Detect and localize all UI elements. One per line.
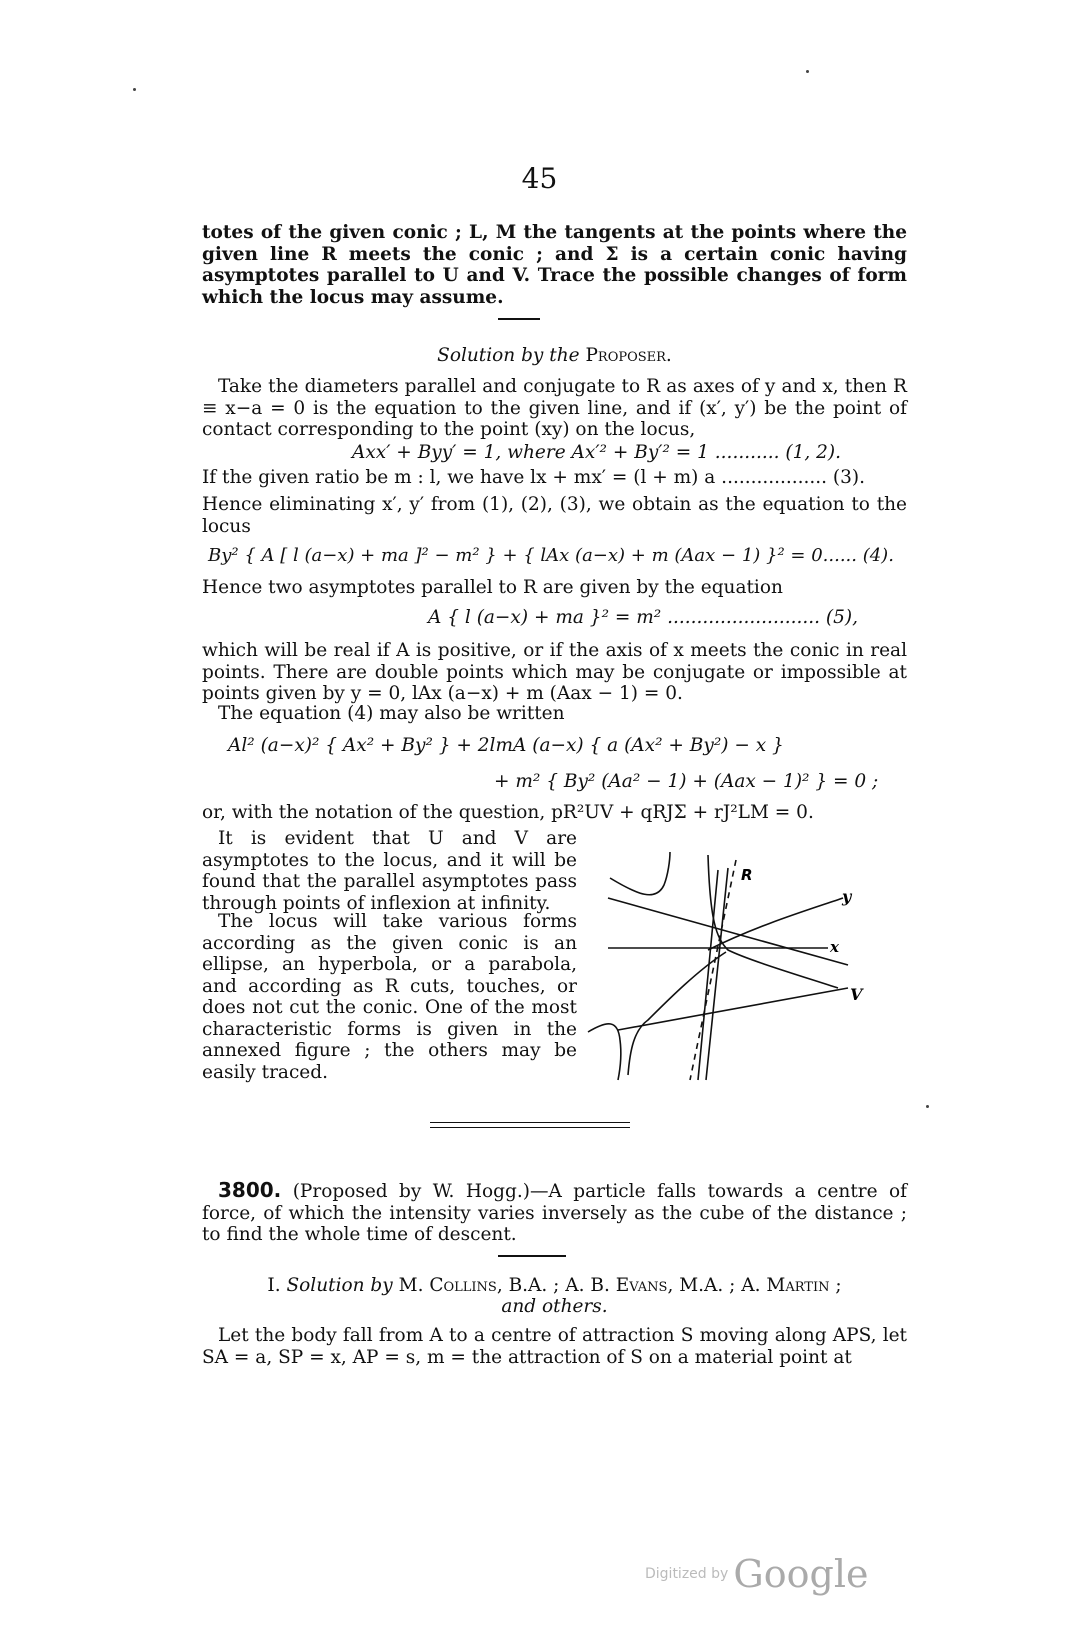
line-r [690, 860, 736, 1080]
double-rule-top [430, 1122, 630, 1123]
locus-figure [598, 866, 888, 1080]
asymptote-2 [706, 868, 728, 1080]
double-rule-bottom [430, 1127, 630, 1128]
label-r: R [741, 866, 753, 884]
google-watermark [645, 1552, 868, 1596]
section-rule [498, 318, 540, 320]
equation-1-2: Axx′ + Byy′ = 1, where Ax′² + By′² = 1 ........... (1, 2). [352, 442, 841, 463]
solution-paragraph-5: The equation (4) may also be written [218, 703, 565, 724]
solution2-names: M. Collins, B.A. ; A. B. Evans, M.A. ; A. Martin ; [398, 1275, 842, 1296]
solution-heading [202, 345, 907, 367]
solution-heading-prefix: Solution by the [437, 345, 580, 366]
notation-line: or, with the notation of the question, pR²UV + qRJΣ + rJ²LM = 0. [202, 802, 814, 823]
solution2-solution-by: Solution by [286, 1275, 393, 1296]
solution2-heading [202, 1275, 907, 1297]
solution-paragraph-3: Hence two asymptotes parallel to R are given by the equation [202, 577, 783, 598]
label-v: V [850, 985, 863, 1004]
solution-heading-name: Proposer. [585, 345, 672, 366]
question-3800 [202, 1180, 907, 1246]
equation-6b: + m² { By² (Aa² − 1) + (Aax − 1)² } = 0 ; [494, 771, 879, 792]
equation-6a: Al² (a−x)² { Ax² + By² } + 2lmA (a−x) { a (Ax² + By²) − x } [228, 735, 784, 756]
question-number: 3800. [218, 1178, 282, 1202]
scan-speck [806, 70, 809, 73]
solution-paragraph-4: which will be real if A is positive, or if the axis of x meets the conic in real points. There are double points which may be conjugate or impossible at points given by y = 0, lAx (a−x) + m (Aax − 1) = 0. [202, 640, 907, 704]
watermark-google-logo: Google [733, 1552, 869, 1596]
label-x: x [830, 938, 839, 956]
solution-paragraph-1: Take the diameters parallel and conjugate to R as axes of y and x, then R ≡ x−a = 0 is the equation to the given line, and if (x′, y′) be the point of contact corresponding to the point (xy) on the locus, [202, 376, 907, 440]
question-proposer: (Proposed by W. Hogg.) [292, 1181, 530, 1202]
section-rule-2 [498, 1255, 566, 1257]
line-y [708, 898, 843, 950]
asymptote-1 [698, 870, 718, 1080]
curve-lower-left [588, 1024, 621, 1080]
column-paragraph-2: The locus will take various forms according as the given conic is an ellipse, an hyperbola, or a parabola, and according as R cuts, touches, or does not cut the conic. One of the most characteristic forms is given in the annexed figure ; the others may be easily traced. [202, 911, 577, 1083]
intro-paragraph: totes of the given conic ; L, M the tangents at the points where the given line R meets the conic ; and Σ is a certain conic having asymptotes parallel to U and V. Trace the possible changes of form which the locus may assume. [202, 222, 907, 308]
solution2-others: and others. [501, 1296, 608, 1317]
line-v [618, 988, 848, 1030]
label-y: y [842, 887, 852, 906]
scan-speck [926, 1105, 929, 1108]
page-number: 45 [521, 162, 558, 195]
ratio-line: If the given ratio be m : l, we have lx + mx′ = (l + m) a .................. (3). [202, 467, 866, 488]
equation-5: A { l (a−x) + ma }² = m² .......................... (5), [428, 607, 858, 628]
solution-paragraph-2: Hence eliminating x′, y′ from (1), (2), (3), we obtain as the equation to the locus [202, 494, 907, 537]
question-text: —A particle falls towards a centre of force, of which the intensity varies inversely as the cube of the distance ; to find the whole time of descent. [202, 1181, 907, 1245]
column-paragraph-1: It is evident that U and V are asymptotes to the locus, and it will be found that the parallel asymptotes pass through points of inflexion at infinity. [202, 828, 577, 914]
scan-speck [133, 88, 136, 91]
solution2-numeral: I. [267, 1275, 281, 1296]
equation-4: By² { A [ l (a−x) + ma ]² − m² } + { lAx (a−x) + m (Aax − 1) }² = 0...... (4). [208, 545, 894, 566]
curve-upper-left [610, 852, 670, 895]
watermark-small: Digitized by [645, 1566, 729, 1582]
solution2-paragraph-1: Let the body fall from A to a centre of attraction S moving along APS, let SA = a, SP = x, AP = s, m = the attraction of S on a material point at [202, 1325, 907, 1368]
